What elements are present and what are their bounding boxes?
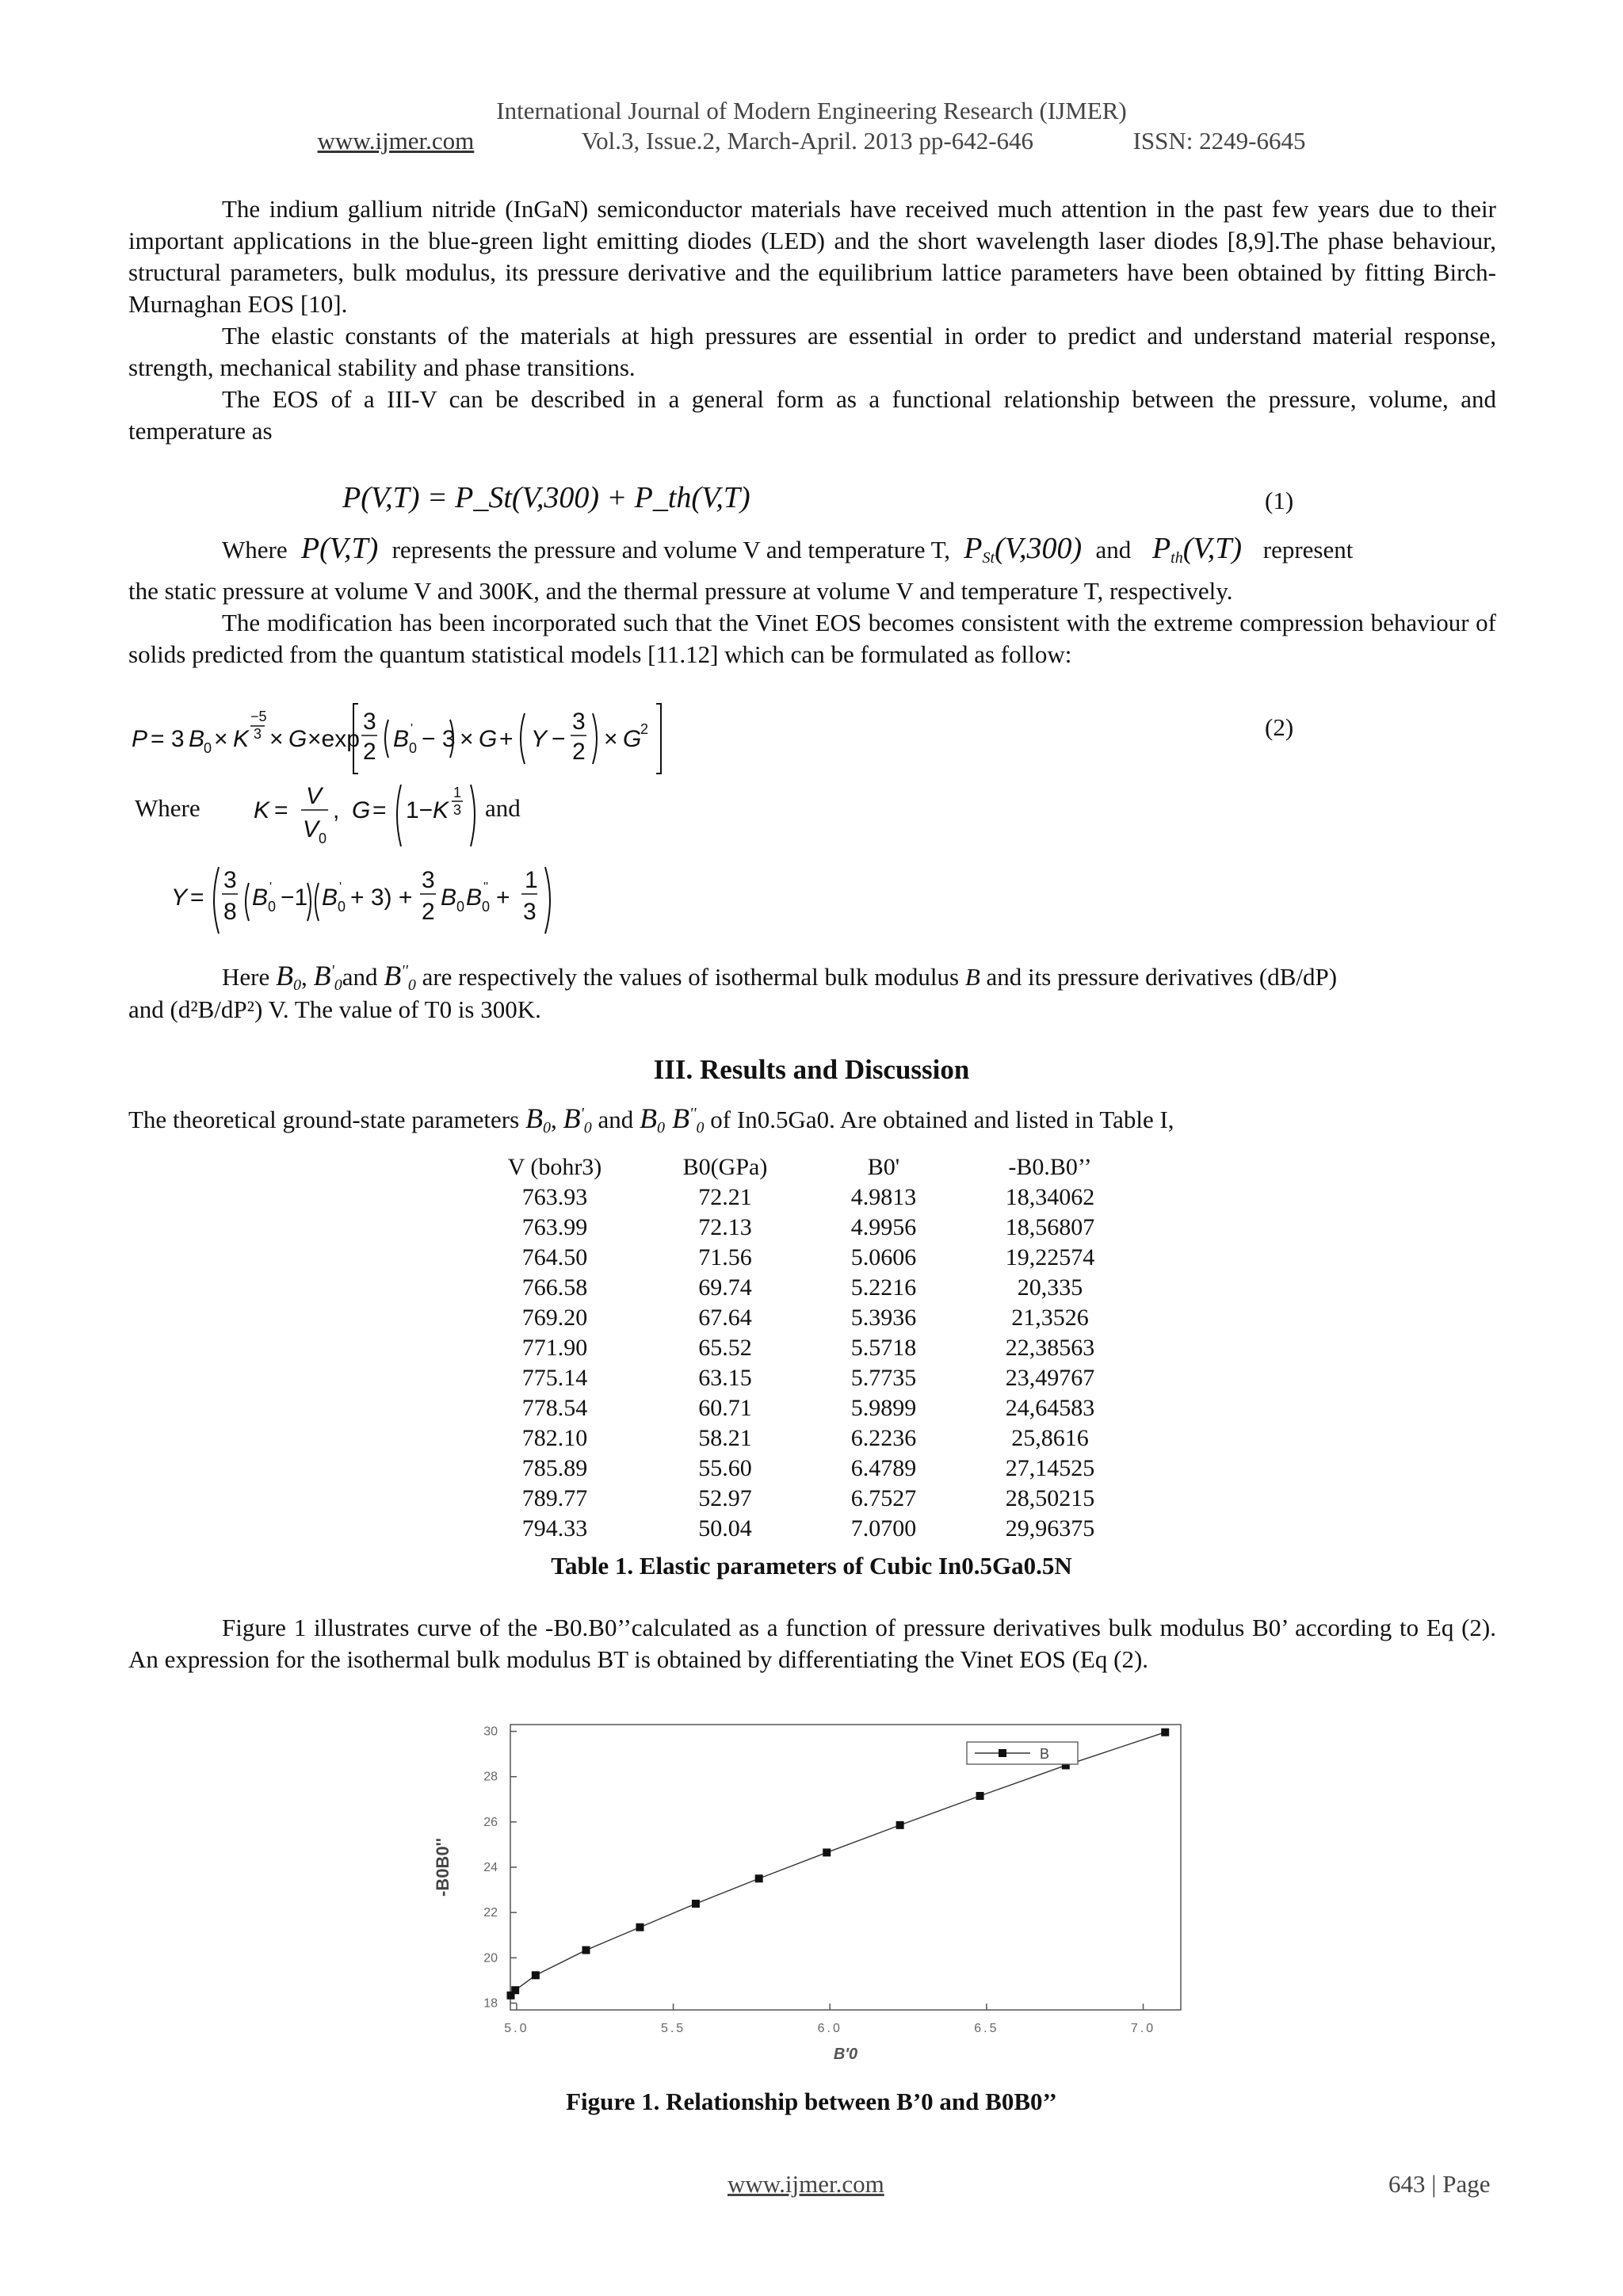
cell-b0-b0-double-prime: 22,38563 xyxy=(1005,1335,1095,1361)
paragraph-after-table: Figure 1 illustrates curve of the -B0.B0’’calculated as a function of pressure derivatives bulk modulus B0’ according to Eq (2). An expression for the isothermal bulk modulus BT is obtained by differentiating the Vinet EOS (Eq (2). xyxy=(128,1614,1496,1673)
cell-b0-b0-double-prime: 25,8616 xyxy=(1011,1425,1089,1451)
svg-text:K: K xyxy=(254,797,270,823)
cell-b0: 50.04 xyxy=(698,1515,752,1541)
cell-volume: 766.58 xyxy=(521,1274,588,1301)
cell-b0-b0-double-prime: 28,50215 xyxy=(1005,1485,1095,1511)
cell-volume: 769.20 xyxy=(521,1305,588,1331)
x-tick-label: 6.0 xyxy=(817,2022,842,2035)
paragraph-1: The indium gallium nitride (InGaN) semiconductor materials have received much attention in the past few years due to their important applications in the blue-green light emitting diodes (LED) and the short wavelength laser diodes [8,9].The phase behaviour, structural parameters, bulk modulus, its pressure derivative and the equilibrium lattice parameters have been obtained by fitting Birch-Murnaghan EOS [10]. xyxy=(128,195,1496,318)
svg-text:G: G xyxy=(288,726,307,752)
svg-text:Y: Y xyxy=(171,884,188,911)
cell-b0-prime: 5.3936 xyxy=(850,1305,917,1331)
svg-text:−: − xyxy=(552,726,566,752)
cell-b0: 69.74 xyxy=(698,1274,752,1301)
svg-text:': ' xyxy=(339,881,342,894)
cell-b0-prime: 6.4789 xyxy=(850,1455,917,1481)
series-line-b xyxy=(511,1733,1166,1996)
cell-b0: 72.13 xyxy=(698,1214,752,1240)
cell-volume: 764.50 xyxy=(521,1244,588,1270)
table-row xyxy=(475,1273,1149,1303)
section-heading: III. Results and Discussion xyxy=(653,1054,970,1085)
svg-text:3: 3 xyxy=(223,867,237,893)
svg-text:0: 0 xyxy=(204,740,212,756)
y-tick-label: 20 xyxy=(483,1951,498,1966)
y-tick-label: 30 xyxy=(483,1725,498,1739)
cell-b0-prime: 6.2236 xyxy=(850,1425,917,1451)
svg-text:B: B xyxy=(189,726,205,752)
svg-text:2: 2 xyxy=(640,721,649,737)
svg-text:': ' xyxy=(269,881,273,894)
cell-b0-b0-double-prime: 19,22574 xyxy=(1005,1244,1095,1270)
svg-text:+ 3) +: + 3) + xyxy=(350,884,413,911)
data-point xyxy=(1161,1729,1169,1736)
paragraph-2: The elastic constants of the materials at high pressures are essential in order to predict and understand material response, strength, mechanical stability and phase transitions. xyxy=(128,322,1496,381)
table-row xyxy=(475,1213,1149,1243)
cell-b0-b0-double-prime: 18,34062 xyxy=(1005,1184,1095,1210)
y-tick-label: 22 xyxy=(483,1906,498,1920)
table-row xyxy=(475,1514,1149,1544)
cell-b0: 63.15 xyxy=(698,1365,752,1391)
data-point xyxy=(823,1848,831,1856)
svg-text:0: 0 xyxy=(338,899,346,915)
equation-y xyxy=(166,861,610,940)
svg-text:0: 0 xyxy=(319,831,327,846)
svg-text:K: K xyxy=(233,726,250,752)
volume-info: Vol.3, Issue.2, March-April. 2013 pp-642-646 xyxy=(581,127,1034,155)
svg-text:3: 3 xyxy=(422,867,435,893)
svg-text:G: G xyxy=(352,797,371,823)
cell-volume: 775.14 xyxy=(521,1365,588,1391)
svg-text:0: 0 xyxy=(409,740,418,756)
table-header-row xyxy=(475,1152,1149,1182)
cell-volume: 782.10 xyxy=(521,1425,588,1451)
cell-b0: 72.21 xyxy=(698,1184,752,1210)
svg-text:=: = xyxy=(274,797,288,823)
cell-b0-b0-double-prime: 27,14525 xyxy=(1005,1455,1095,1481)
svg-text:×: × xyxy=(269,726,284,752)
header-b0-b0-double-prime: -B0.B0’’ xyxy=(1008,1154,1092,1180)
table-caption: Table 1. Elastic parameters of Cubic In0.5Ga0.5N xyxy=(551,1552,1072,1580)
x-tick-label: 5.5 xyxy=(660,2022,686,2035)
svg-text:': ' xyxy=(411,722,414,735)
cell-b0: 55.60 xyxy=(698,1455,752,1481)
svg-text:P: P xyxy=(132,726,148,752)
table-row xyxy=(475,1363,1149,1393)
svg-text:0: 0 xyxy=(268,899,277,915)
svg-text:G: G xyxy=(479,726,498,752)
svg-text:=: = xyxy=(372,797,387,823)
cell-volume: 771.90 xyxy=(521,1335,588,1361)
svg-text:B: B xyxy=(322,884,338,911)
x-tick-label: 6.5 xyxy=(974,2022,999,2035)
svg-text:1: 1 xyxy=(525,867,538,893)
svg-text:,: , xyxy=(333,797,340,823)
svg-text:+: + xyxy=(499,726,514,752)
svg-text:Y: Y xyxy=(531,726,548,752)
journal-title: International Journal of Modern Engineering Research (IJMER) xyxy=(496,97,1127,124)
footer-website-link[interactable]: www.ijmer.com xyxy=(727,2170,884,2198)
equation-1-text: P(V,T) = P_St(V,300) + P_th(V,T) xyxy=(342,481,750,514)
cell-b0-b0-double-prime: 18,56807 xyxy=(1005,1214,1095,1240)
x-tick-label: 7.0 xyxy=(1130,2022,1156,2035)
data-point xyxy=(755,1874,763,1882)
cell-b0-prime: 5.0606 xyxy=(850,1244,917,1270)
cell-b0: 65.52 xyxy=(698,1335,752,1361)
table-row xyxy=(475,1393,1149,1423)
table-row xyxy=(475,1423,1149,1454)
svg-text:−1: −1 xyxy=(281,884,308,911)
svg-text:− 3: − 3 xyxy=(422,726,456,752)
cell-b0-prime: 4.9956 xyxy=(850,1214,917,1240)
journal-meta xyxy=(0,127,1623,155)
table-row xyxy=(475,1243,1149,1273)
y-tick-label: 24 xyxy=(483,1861,498,1874)
cell-volume: 763.93 xyxy=(521,1184,588,1210)
here-line: Here $B_0$, $B'_0and$ $B''_0$ are respectively the values of isothermal bulk modulus B and its pressure derivatives (dB/dP) xyxy=(222,960,1338,994)
svg-text:8: 8 xyxy=(223,899,237,925)
svg-text:3: 3 xyxy=(453,802,462,818)
data-point xyxy=(532,1971,540,1979)
svg-text:×: × xyxy=(214,726,228,752)
where-line-1: Where P(V,T) represents the pressure and volume V and temperature T, $P_{St}(V,300)$ and $P_{th}(V,T)$ represent xyxy=(222,532,1354,567)
cell-volume: 789.77 xyxy=(521,1485,588,1511)
svg-text:B: B xyxy=(393,726,410,752)
cell-volume: 794.33 xyxy=(521,1515,588,1541)
cell-b0-b0-double-prime: 20,335 xyxy=(1017,1274,1083,1301)
figure-caption: Figure 1. Relationship between B’0 and B0B0’’ xyxy=(566,2088,1057,2115)
legend-label: B xyxy=(1040,1746,1050,1762)
svg-text:×exp: ×exp xyxy=(307,726,360,752)
cell-b0-b0-double-prime: 24,64583 xyxy=(1005,1395,1095,1421)
svg-text:= 3: = 3 xyxy=(151,726,185,752)
section-intro: The theoretical ground-state parameters $B_0$, $B'_0$ and $B_0$ $B''_0$ of In0.5Ga0. Are obtained and listed in Table I, xyxy=(128,1102,1174,1137)
equation-1 xyxy=(342,480,750,515)
svg-text:2: 2 xyxy=(422,899,435,925)
cell-b0-b0-double-prime: 29,96375 xyxy=(1005,1515,1095,1541)
svg-text:1−: 1− xyxy=(406,797,433,823)
footer-page-number: 643 | Page xyxy=(1388,2170,1491,2198)
data-point xyxy=(582,1946,590,1954)
cell-volume: 778.54 xyxy=(521,1395,588,1421)
table-row xyxy=(475,1484,1149,1514)
table-row xyxy=(475,1303,1149,1333)
x-tick-label: 5.0 xyxy=(504,2022,529,2035)
data-point xyxy=(976,1792,984,1800)
paragraph-3: The EOS of a III-V can be described in a general form as a functional relationship between the pressure, volume, and temperature as xyxy=(128,385,1496,445)
svg-text:×: × xyxy=(460,726,474,752)
svg-text:2: 2 xyxy=(572,739,586,765)
where-label-2: Where xyxy=(135,794,200,822)
cell-volume: 785.89 xyxy=(521,1455,588,1481)
table-row xyxy=(475,1182,1149,1213)
svg-text:2: 2 xyxy=(363,739,376,765)
svg-text:V: V xyxy=(303,816,319,842)
figure-1-chart xyxy=(412,1704,1212,2076)
data-point xyxy=(692,1900,700,1908)
svg-text:+: + xyxy=(496,884,510,911)
cell-b0: 60.71 xyxy=(698,1395,752,1421)
svg-text:V: V xyxy=(306,783,323,809)
data-point xyxy=(511,1986,519,1994)
svg-text:×: × xyxy=(604,726,618,752)
header-b0-prime: B0' xyxy=(867,1154,900,1180)
equation-2-number: (2) xyxy=(1265,713,1294,741)
cell-b0-prime: 5.2216 xyxy=(850,1274,917,1301)
cell-b0-prime: 4.9813 xyxy=(850,1184,917,1210)
table-row xyxy=(475,1333,1149,1363)
y-axis-label: -B0B0'' xyxy=(433,1837,453,1897)
cell-b0: 67.64 xyxy=(698,1305,752,1331)
cell-b0-b0-double-prime: 21,3526 xyxy=(1011,1305,1089,1331)
y-tick-label: 18 xyxy=(483,1996,498,2011)
and-label: and xyxy=(485,794,521,822)
x-axis-label: B'0 xyxy=(833,2046,858,2063)
svg-text:3: 3 xyxy=(254,726,262,742)
header-b0: B0(GPa) xyxy=(682,1154,768,1180)
cell-b0-prime: 5.5718 xyxy=(850,1335,917,1361)
svg-text:1: 1 xyxy=(453,785,462,800)
svg-text:'': '' xyxy=(483,881,489,894)
svg-text:3: 3 xyxy=(363,709,376,735)
plot-frame xyxy=(510,1725,1181,2010)
cell-b0: 52.97 xyxy=(698,1485,752,1511)
paragraph-5: The modification has been incorporated such that the Vinet EOS becomes consistent with the extreme compression behaviour of solids predicted from the quantum statistical models [11.12] which can be formulated as follow: xyxy=(128,609,1496,668)
svg-text:G: G xyxy=(623,726,642,752)
cell-volume: 763.99 xyxy=(521,1214,588,1240)
equation-2 xyxy=(127,697,729,777)
table-row xyxy=(475,1454,1149,1484)
cell-b0: 58.21 xyxy=(698,1425,752,1451)
header-volume: V (bohr3) xyxy=(507,1154,602,1180)
data-point xyxy=(636,1924,644,1931)
cell-b0: 71.56 xyxy=(698,1244,752,1270)
svg-text:−5: −5 xyxy=(250,709,267,724)
data-point xyxy=(896,1821,904,1829)
here-line-2: and (d²B/dP²) V. The value of T0 is 300K. xyxy=(128,995,541,1023)
svg-text:3: 3 xyxy=(572,709,586,735)
equation-1-number: (1) xyxy=(1265,487,1294,514)
y-tick-label: 26 xyxy=(483,1815,498,1829)
svg-text:=: = xyxy=(190,884,204,911)
svg-text:B: B xyxy=(466,884,483,911)
elastic-parameters-table xyxy=(475,1152,1149,1544)
svg-text:3: 3 xyxy=(523,899,537,925)
svg-text:0: 0 xyxy=(456,899,465,915)
paragraph-4: the static pressure at volume V and 300K, and the thermal pressure at volume V and temperature T, respectively. xyxy=(128,577,1233,605)
issn: ISSN: 2249-6645 xyxy=(1132,127,1306,155)
svg-text:K: K xyxy=(433,797,449,823)
svg-text:B: B xyxy=(441,884,457,911)
cell-b0-prime: 7.0700 xyxy=(850,1515,917,1541)
cell-b0-prime: 5.7735 xyxy=(850,1365,917,1391)
svg-text:0: 0 xyxy=(482,899,491,915)
legend-marker xyxy=(999,1749,1006,1757)
header-website-link[interactable]: www.ijmer.com xyxy=(317,127,475,155)
cell-b0-b0-double-prime: 23,49767 xyxy=(1005,1365,1095,1391)
svg-text:B: B xyxy=(252,884,269,911)
cell-b0-prime: 6.7527 xyxy=(850,1485,917,1511)
y-tick-label: 28 xyxy=(483,1770,498,1784)
cell-b0-prime: 5.9899 xyxy=(850,1395,917,1421)
